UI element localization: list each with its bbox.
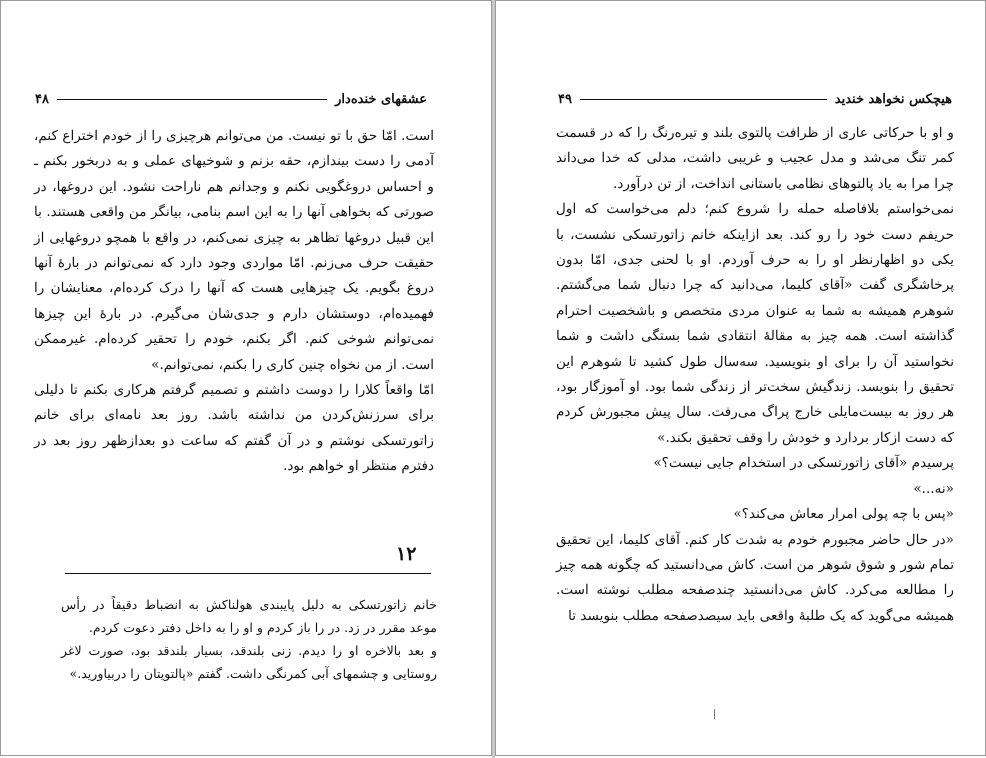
- paragraph: امّا واقعاً کلارا را دوست داشتم و تصمیم گرفتم هرکاری بکنم تا دلیلی برای سرزنش‌کردن من نداشته باشد. روز بعد نامه‌ای برای خانم زاتورتسکی نوشتم و در آن گفتم که ساعت دو بعدازظهر روز بعد در دفترم منتظر او خواهم بود.: [34, 382, 434, 475]
- right-page: [495, 0, 986, 756]
- left-page: [0, 0, 492, 756]
- running-header: [558, 83, 952, 107]
- paragraph: «نه...»: [913, 480, 954, 497]
- page-number: ۴۹: [558, 92, 572, 107]
- page-number: ۴۸: [35, 92, 49, 107]
- body-text: [34, 124, 434, 480]
- paragraph: و او با حرکاتی عاری از ظرافت پالتوی بلند و تیره‌رنگ را که در قسمت کمر تنگ می‌شد و مدل عجیب و غریبی داشت، مدلی که خدا می‌داند چرا مرا به یاد پالتوهای نظامی باستانی انداخت، از تن درآورد.: [556, 125, 954, 192]
- scan-speck: [714, 709, 715, 719]
- running-title: عشقهای خنده‌دار: [335, 92, 427, 107]
- header-rule: [57, 99, 327, 100]
- header-rule: [580, 99, 827, 100]
- paragraph: «پس با چه پولی امرار معاش می‌کند؟»: [733, 506, 954, 523]
- paragraph: است. امّا حق با تو نیست. من می‌توانم هرچیزی را از خودم اختراع کنم، آدمی را دست بیندازم، حقه بزنم و شوخیهای عملی و به دربخور بکنم ـ و احساس دروغگویی نکنم و وجدانم هم ناراحت نشود. این دروغها، در صورتی که بخواهی آنها را به این اسم بنامی، بیانگر من واقعی هستند. با این قبیل دروغها تظاهر به چیزی نمی‌کنم، در واقع با همچو دروغهایی از حقیقت حرف می‌زنم. امّا مواردی وجود دارد که نمی‌توانم در بارهٔ آنها دروغ بگویم. یک چیزهایی هست که آنها را درک کرده‌ام، معنایشان را فهمیده‌ام، دوستشان دارم و جدی‌شان می‌گیرم. در بارهٔ این چیزها نمی‌توانم شوخی کنم. اگر بکنم، خودم را تحقیر کرده‌ام. غیرممکن است. از من نخواه چنین کاری را بکنم، نمی‌توانم.»: [34, 128, 434, 373]
- paragraph: پرسیدم «آقای زاتورتسکی در استخدام جایی نیست؟»: [653, 455, 954, 472]
- section-number: ۱۲: [396, 543, 417, 565]
- running-header: [35, 83, 427, 107]
- paragraph: «در حال حاضر مجبورم خودم به شدت کار کنم. آقای کلیما، این تحقیق تمام شور و شوق شوهر من است. کاش می‌دانستید که چگونه همه چیز را مطالعه می‌کرد. کاش می‌دانستید چندصفحه مطلب نوشته است. همیشه می‌گوید که یک طلبهٔ واقعی باید سیصدصفحه مطلب بنویسد تا: [556, 531, 954, 624]
- paragraph: نمی‌خواستم بلافاصله حمله را شروع کنم؛ دلم می‌خواست که اول حریفم دست خود را رو کند. بعد ازاینکه خانم زاتورتسکی نشست، با یکی دو اظهارنظر او را به حرف آوردم. او با لحنی جدی، امّا بدون پرخاشگری گفت «آقای کلیما، می‌دانید که چرا دنبال شما می‌گشتم. شوهرم همیشه به شما به عنوان مردی متخصص و باشخصیت احترام گذاشته است. همه چیز به مقالهٔ انتقادی شما بستگی داشت و شما نخواستید آن را برای او بنویسید. سه‌سال طول کشید تا شوهرم این تحقیق را بنویسد. زندگیش سخت‌تر از زندگی شما بود. او آموزگار بود، هر روز به بیست‌مایلی خارج پراگ می‌رفت. سال پیش مجبورش کردم که دست ازکار بردارد و خودش را وقف تحقیق بکند.»: [556, 201, 954, 446]
- running-title: هیچکس نخواهد خندید: [834, 92, 952, 107]
- body-text: [556, 121, 954, 629]
- section-text: [61, 593, 437, 685]
- section-rule: [65, 573, 431, 574]
- paragraph: خانم زاتورتسکی به دلیل پایبندی هولناکش به انضباط دقیقاً در رأس موعد مقرر در زد. در را باز کردم و او را به داخل دفتر دعوت کردم.: [61, 597, 437, 635]
- paragraph: و بعد بالاخره او را دیدم. زنی بلندقد، بسیار بلندقد بود، صورت لاغر روستایی و چشمهای آبی کمرنگی داشت. گفتم «پالتویتان را دربیاورید.»: [61, 643, 437, 681]
